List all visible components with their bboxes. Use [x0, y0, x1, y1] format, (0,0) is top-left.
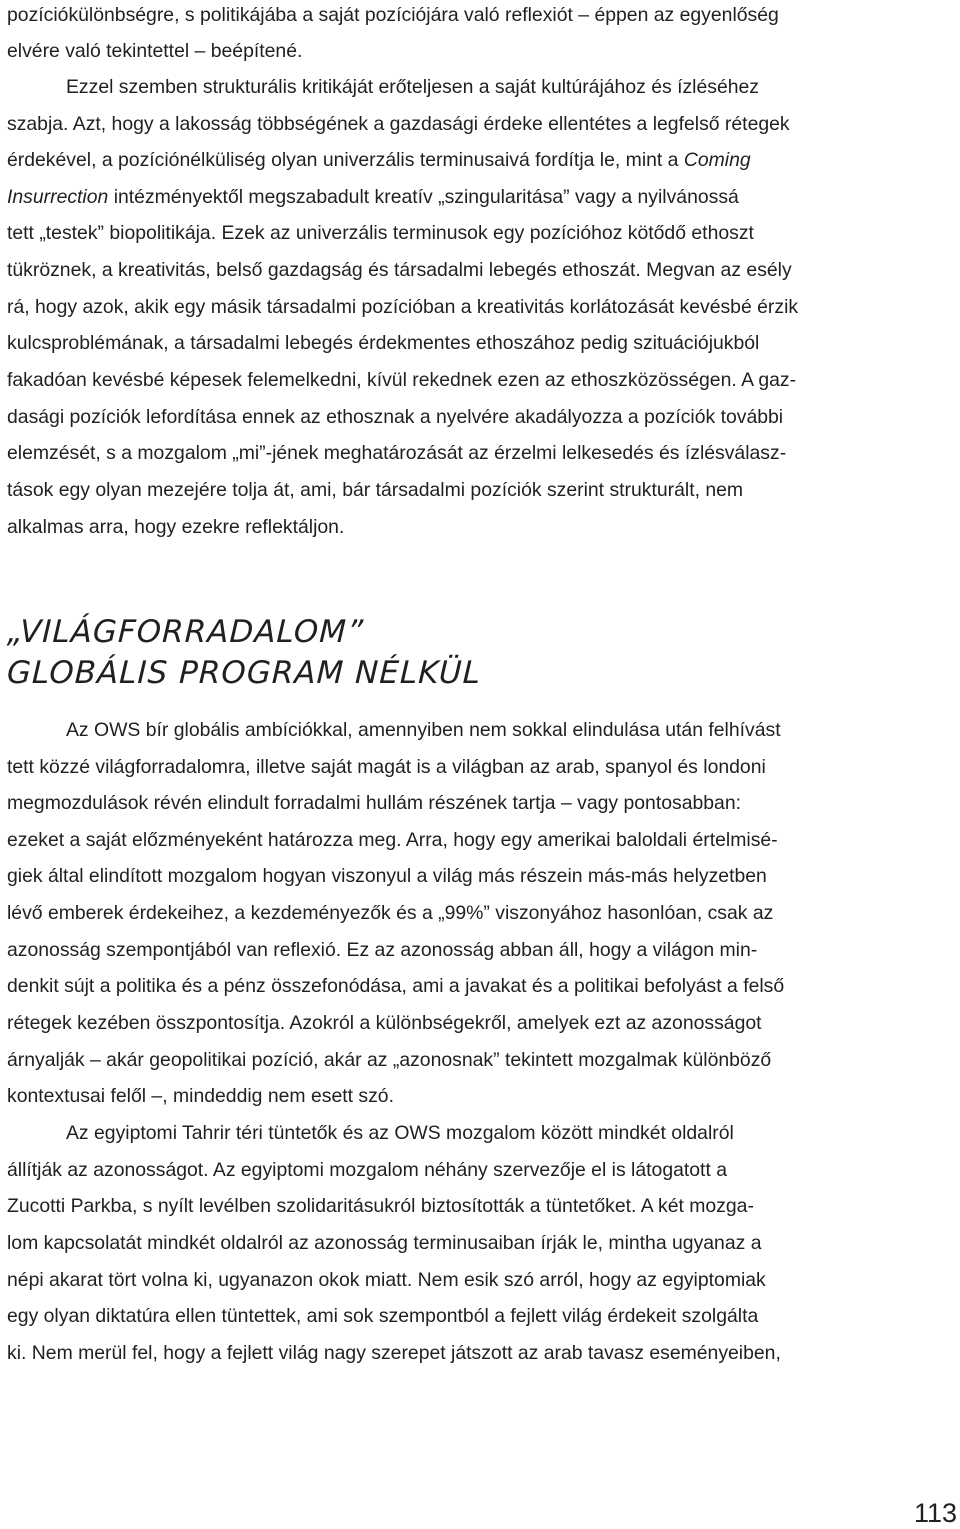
text-line: tükröznek, a kreativitás, belső gazdagság és társadalmi lebegés ethoszát. Megvan az esély — [7, 259, 792, 281]
text-line: szabja. Azt, hogy a lakosság többségének a gazdasági érdeke ellentétes a legfelső rétegek — [7, 113, 790, 135]
text-line: tások egy olyan mezejére tolja át, ami, bár társadalmi pozíciók szerint strukturált, nem — [7, 479, 744, 501]
text-line: pozíciókülönbségre, s politikájába a saját pozíciójára való reflexiót – éppen az egyenlőség — [7, 4, 779, 26]
text-line: ki. Nem merül fel, hogy a fejlett világ nagy szerepet játszott az arab tavasz eseményeiben, — [7, 1342, 781, 1364]
text-line: lévő emberek érdekeihez, a kezdeményezők és a „99%” viszonyához hasonlóan, csak az — [7, 902, 774, 924]
text-segment: intézményektől megszabadult kreatív „szingularitása” vagy a nyilvánossá — [108, 186, 739, 208]
section-heading-line-1: „VILÁGFORRADALOM” — [6, 614, 365, 650]
text-line: tett közzé világforradalomra, illetve saját magát is a világban az arab, spanyol és londoni — [7, 756, 766, 778]
text-line: Zucotti Parkba, s nyílt levélben szolidaritásukról biztosították a tüntetőket. A két mozga- — [7, 1195, 754, 1217]
text-line: rá, hogy azok, akik egy másik társadalmi pozícióban a kreativitás korlátozását kevésbé érzik — [7, 296, 799, 318]
text-line: tett „testek” biopolitikája. Ezek az univerzális terminusok egy pozícióhoz kötődő ethoszt — [7, 222, 754, 244]
text-line: lom kapcsolatát mindkét oldalról az azonosság terminusaiban írják le, mintha ugyanaz a — [7, 1232, 762, 1254]
text-line: giek által elindított mozgalom hogyan viszonyul a világ más részein más-más helyzetben — [7, 865, 767, 887]
italic-title: Insurrection — [7, 186, 109, 208]
text-line: egy olyan diktatúra ellen tüntettek, ami sok szempontból a fejlett világ érdekeit szolgálta — [7, 1305, 759, 1327]
page-number: 113 — [913, 1498, 957, 1528]
text-line: kulcsproblémának, a társadalmi lebegés érdekmentes ethoszához pedig szituációjukból — [7, 332, 760, 354]
text-line: megmozdulások révén elindult forradalmi hullám részének tartja – vagy pontosabban: — [7, 792, 742, 814]
text-line: fakadóan kevésbé képesek felemelkedni, kívül rekednek ezen az ethoszközösségen. A gaz- — [7, 369, 797, 391]
text-line: árnyalják – akár geopolitikai pozíció, akár az „azonosnak” tekintett mozgalmak különböző — [7, 1049, 772, 1071]
text-line: ezeket a saját előzményeként határozza meg. Arra, hogy egy amerikai baloldali értelmisé- — [7, 829, 778, 851]
paragraph-start-line: Az egyiptomi Tahrir téri tüntetők és az OWS mozgalom között mindkét oldalról — [66, 1122, 734, 1144]
text-line — [7, 185, 739, 209]
text-line — [7, 148, 751, 172]
text-line: alkalmas arra, hogy ezekre reflektáljon. — [7, 516, 345, 538]
text-line: elvére való tekintettel – beépítené. — [7, 40, 303, 62]
text-segment: érdekével, a pozíciónélküliség olyan univerzális terminusaivá fordítja le, mint a — [7, 149, 684, 171]
text-line: elemzését, s a mozgalom „mi”-jének meghatározását az érzelmi lelkesedés és ízlésválasz- — [7, 442, 787, 464]
text-line: dasági pozíciók lefordítása ennek az ethosznak a nyelvére akadályozza a pozíciók további — [7, 406, 784, 428]
text-line: állítják az azonosságot. Az egyiptomi mozgalom néhány szervezője el is látogatott a — [7, 1159, 727, 1181]
text-line: népi akarat tört volna ki, ugyanazon okok miatt. Nem esik szó arról, hogy az egyiptomiak — [7, 1269, 766, 1291]
text-line: kontextusai felől –, mindeddig nem esett szó. — [7, 1085, 394, 1107]
text-line: denkit sújt a politika és a pénz összefonódása, ami a javakat és a politikai befolyást a felső — [7, 975, 785, 997]
section-heading-line-2: GLOBÁLIS PROGRAM NÉLKÜL — [6, 655, 482, 691]
text-line: rétegek kezében összpontosítja. Azokról a különbségekről, amelyek ezt az azonosságot — [7, 1012, 762, 1034]
text-line: azonosság szempontjából van reflexió. Ez az azonosság abban áll, hogy a világon min- — [7, 939, 758, 961]
paragraph-start-line: Az OWS bír globális ambíciókkal, amennyiben nem sokkal elindulása után felhívást — [66, 719, 781, 741]
paragraph-start-line: Ezzel szemben strukturális kritikáját erőteljesen a saját kultúrájához és ízléséhez — [66, 76, 759, 98]
italic-title: Coming — [683, 149, 751, 171]
